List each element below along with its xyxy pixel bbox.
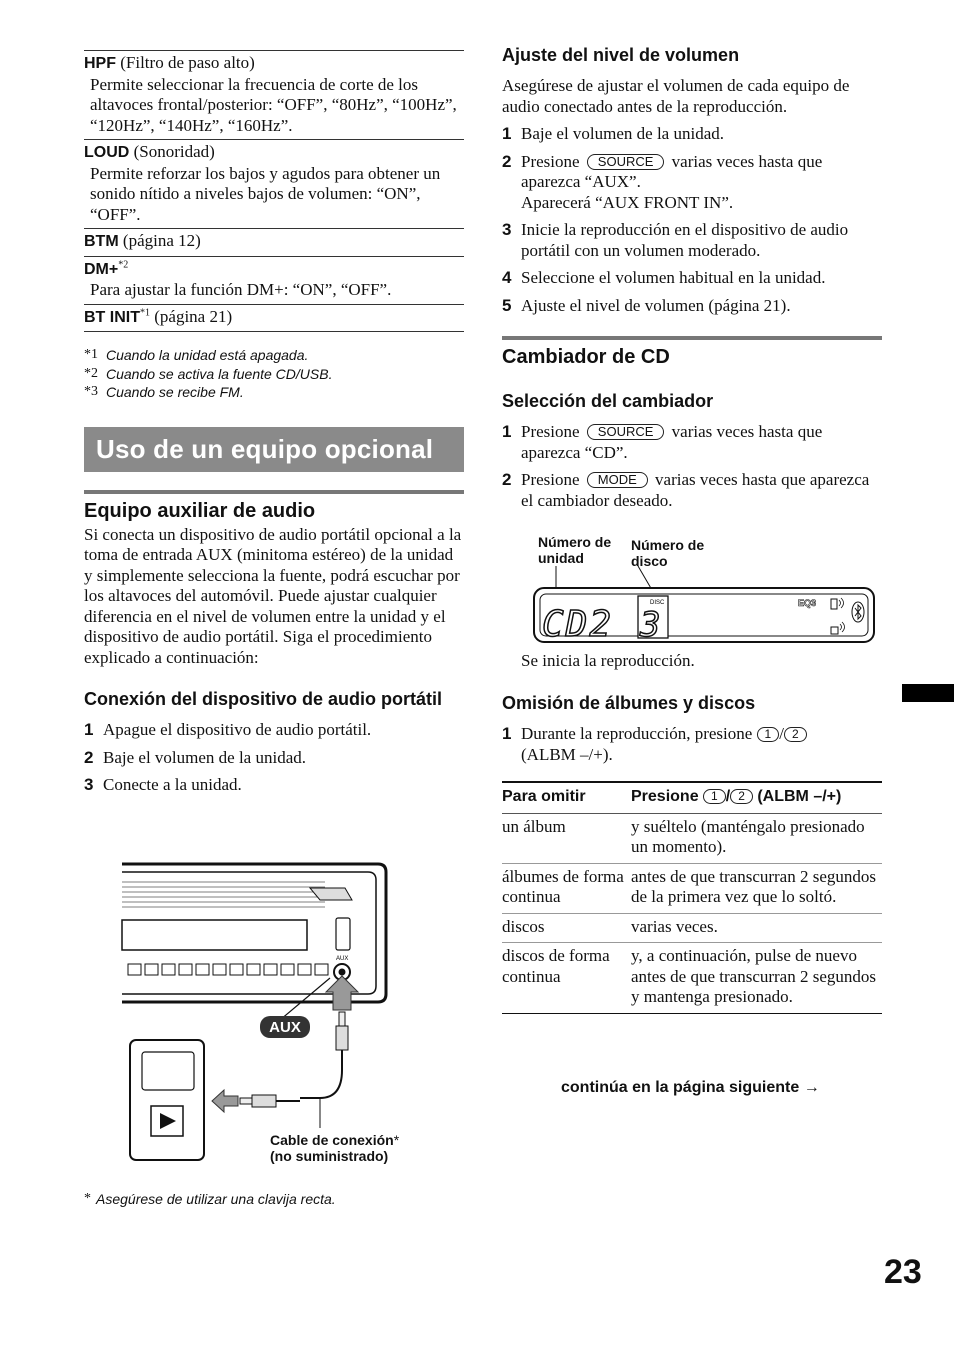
step: 2 Baje el volumen de la unidad. — [84, 747, 306, 767]
label-disc-number — [631, 537, 704, 569]
footnote-text: Cuando la unidad está apagada. — [106, 347, 309, 363]
header-pre: Presione — [631, 788, 699, 805]
step: 1 Presione SOURCE varias veces hasta que aparezca “CD”. — [502, 422, 882, 463]
setting-desc: Permite reforzar los bajos y agudos para obtener un sonido nítido a niveles bajos de volumen: “ON”, “OFF”. — [90, 163, 441, 224]
setting-hpf — [84, 50, 464, 139]
step: 3 Conecte a la unidad. — [84, 775, 242, 794]
volume-steps — [502, 124, 882, 316]
step: 1 Apague el dispositivo de audio portátil. — [84, 720, 372, 739]
page-number: 23 — [884, 1253, 922, 1291]
label-line1: Número de — [538, 534, 612, 550]
step-text — [521, 152, 882, 214]
footnotes — [84, 346, 464, 402]
source-button: SOURCE — [587, 424, 665, 440]
aux-heading: Equipo auxiliar de audio — [84, 490, 464, 523]
step-text: Baje el volumen de la unidad. — [521, 124, 724, 143]
eq-indicator: EQ3 — [798, 598, 817, 608]
step-text-pre: Presione — [521, 422, 580, 441]
continue-note: continúa en la página siguiente → — [561, 1079, 820, 1096]
volume-heading: Ajuste del nivel de volumen — [502, 45, 740, 65]
source-button: SOURCE — [587, 154, 665, 170]
figure-footnote — [84, 1189, 336, 1210]
step-text: Seleccione el volumen habitual en la unidad. — [521, 268, 826, 287]
step-text-pre: Presione — [521, 151, 580, 171]
step: 1 Baje el volumen de la unidad. — [502, 124, 724, 143]
section-tab-marker — [902, 684, 954, 702]
table-cell: álbumes de forma continua — [502, 863, 631, 913]
step-text-pre: Durante la reproducción, presione — [521, 724, 753, 743]
cable-label-line2: (no suministrado) — [270, 1148, 389, 1164]
footnote-mark: * — [84, 1191, 91, 1206]
playback-note: Se inicia la reproducción. — [521, 651, 695, 670]
aux-badge: AUX — [269, 1019, 301, 1036]
table-cell: discos — [502, 913, 631, 943]
key-1-button: 1 — [757, 727, 780, 742]
cable-label — [270, 1132, 399, 1164]
label-unit-number — [538, 534, 611, 566]
table-header-row — [502, 782, 882, 813]
table-row — [502, 913, 882, 943]
label-line2: unidad — [538, 550, 584, 566]
footnote-mark: *2 — [84, 365, 98, 381]
left-column — [84, 50, 464, 803]
table-row — [502, 813, 882, 863]
select-steps — [502, 422, 882, 511]
skip-heading: Omisión de álbumes y discos — [502, 693, 756, 713]
key-2-icon: 2 — [730, 789, 753, 804]
aux-jack-label: AUX — [336, 956, 349, 962]
step-text: Ajuste el nivel de volumen (página 21). — [521, 295, 791, 315]
table-cell: un álbum — [502, 813, 631, 863]
section-banner: Uso de un equipo opcional — [84, 427, 464, 472]
setting-suffix: (página 12) — [118, 231, 201, 250]
aux-connection-figure — [120, 860, 395, 1170]
setting-dm — [84, 256, 464, 304]
step: 5 Ajuste el nivel de volumen (página 21). — [502, 295, 791, 315]
setting-loud — [84, 139, 464, 228]
step-text: Inicie la reproducción en el dispositivo de audio portátil con un volumen moderado. — [521, 220, 849, 260]
step: 3 Inicie la reproducción en el dispositivo de audio portátil con un volumen moderado. — [502, 220, 882, 261]
changer-heading: Cambiador de CD — [502, 336, 882, 369]
setting-suffix: (Sonoridad) — [129, 142, 215, 161]
volume-body: Asegúrese de ajustar el volumen de cada equipo de audio conectado antes de la reproducción. — [502, 76, 850, 116]
step-note: Aparecerá “AUX FRONT IN”. — [521, 192, 734, 212]
step: 2 Presione MODE varias veces hasta que aparezca el cambiador deseado. — [502, 470, 882, 511]
unit-number-display: CD2 — [542, 604, 614, 645]
table-cell: antes de que transcurran 2 segundos de la primera vez que lo soltó. — [631, 863, 882, 913]
setting-name: HPF — [84, 55, 116, 72]
aux-body: Si conecta un dispositivo de audio portátil opcional a la toma de entrada AUX (minitoma estéreo) de la unidad y simplemente selecciona la fuente, podrá escuchar por los altavoces del automóvil. Puede ajustar cualquier diferencia en el nivel de volumen entre la unidad y el dispositivo de audio portátil. Siga el procedimiento explicado a continuación: — [84, 524, 462, 667]
setting-desc: Permite seleccionar la frecuencia de corte de los altavoces frontal/posterior: “OFF”, “80Hz”, “100Hz”, “120Hz”, “140Hz”, “160Hz”. — [90, 74, 457, 135]
step-text-post: varias veces hasta que aparezca el cambiador deseado. — [521, 470, 870, 510]
step-text — [521, 422, 882, 463]
setting-name: DM+ — [84, 260, 119, 278]
step-text-post: varias veces hasta que aparezca “CD”. — [521, 422, 823, 462]
bluetooth-icon — [852, 602, 864, 622]
table-cell: discos de forma continua — [502, 943, 631, 1014]
setting-suffix: (Filtro de paso alto) — [116, 53, 255, 72]
key-1-icon: 1 — [703, 789, 726, 804]
skip-table — [502, 781, 882, 1014]
footnote — [84, 365, 464, 384]
skip-steps — [502, 724, 882, 765]
table-cell: y suéltelo (manténgalo presionado un momento). — [631, 813, 882, 863]
setting-sup: *2 — [118, 258, 129, 270]
right-column — [502, 44, 882, 518]
step-text: Durante la reproducción, presione 1 / 2 (ALBM –/+). — [521, 724, 807, 765]
select-heading: Selección del cambiador — [502, 391, 714, 411]
table-cell: y, a continuación, pulse de nuevo antes de que transcurran 2 segundos y mantenga presionado. — [631, 943, 882, 1014]
table-header-col1: Para omitir — [502, 782, 631, 813]
setting-sup: *1 — [140, 306, 150, 318]
step-text-post: (ALBM –/+). — [521, 744, 613, 764]
step-text — [521, 470, 882, 511]
footnote-text: Cuando se activa la fuente CD/USB. — [106, 365, 333, 382]
footnote-mark: *1 — [84, 347, 98, 362]
setting-btm — [84, 228, 464, 256]
step: 4 Seleccione el volumen habitual en la unidad. — [502, 268, 826, 287]
setting-name: LOUD — [84, 144, 130, 161]
step: 1 Durante la reproducción, presione 1 / 2 (ALBM –/+). — [502, 724, 882, 765]
table-row — [502, 863, 882, 913]
disc-number-display: 3 — [640, 605, 661, 645]
setting-suffix: (página 21) — [150, 306, 233, 326]
step-text: Conecte a la unidad. — [103, 775, 242, 794]
table-row — [502, 943, 882, 1014]
mode-button: MODE — [587, 472, 648, 488]
lcd-display-figure — [520, 566, 882, 648]
footnote-text: Asegúrese de utilizar una clavija recta. — [96, 1191, 336, 1207]
connect-heading: Conexión del dispositivo de audio portátil — [84, 689, 443, 709]
connect-steps — [84, 720, 464, 796]
step-text-post: varias veces hasta que aparezca “AUX”. — [521, 151, 823, 191]
footnote — [84, 383, 464, 402]
footnote-mark: *3 — [84, 384, 98, 399]
footnote — [84, 346, 464, 365]
label-line2: disco — [631, 553, 668, 569]
step: 2 Presione SOURCE varias veces hasta que aparezca “AUX”. Aparecerá “AUX FRONT IN”. — [502, 152, 882, 214]
disc-tag: DISC — [650, 600, 665, 606]
cable-label-star: * — [393, 1132, 400, 1148]
skip-section — [502, 692, 882, 1014]
setting-bt-init — [84, 304, 464, 333]
header-post: (ALBM –/+) — [757, 788, 842, 805]
key-2-button: 2 — [784, 727, 807, 742]
setting-desc: Para ajustar la función DM+: “ON”, “OFF”. — [90, 280, 392, 299]
setting-name: BT INIT — [84, 308, 140, 326]
setting-name: BTM — [84, 233, 119, 250]
footnote-text: Cuando se recibe FM. — [106, 384, 244, 400]
label-line1: Número de — [631, 537, 705, 553]
table-header-col2: Presione 1 / 2 (ALBM –/+) — [631, 782, 882, 813]
step-text: Baje el volumen de la unidad. — [103, 747, 306, 767]
table-cell: varias veces. — [631, 913, 882, 943]
settings-list — [84, 50, 464, 332]
step-text: Apague el dispositivo de audio portátil. — [103, 720, 372, 739]
step-text-pre: Presione — [521, 470, 580, 489]
cable-label-line1: Cable de conexión — [270, 1132, 394, 1148]
